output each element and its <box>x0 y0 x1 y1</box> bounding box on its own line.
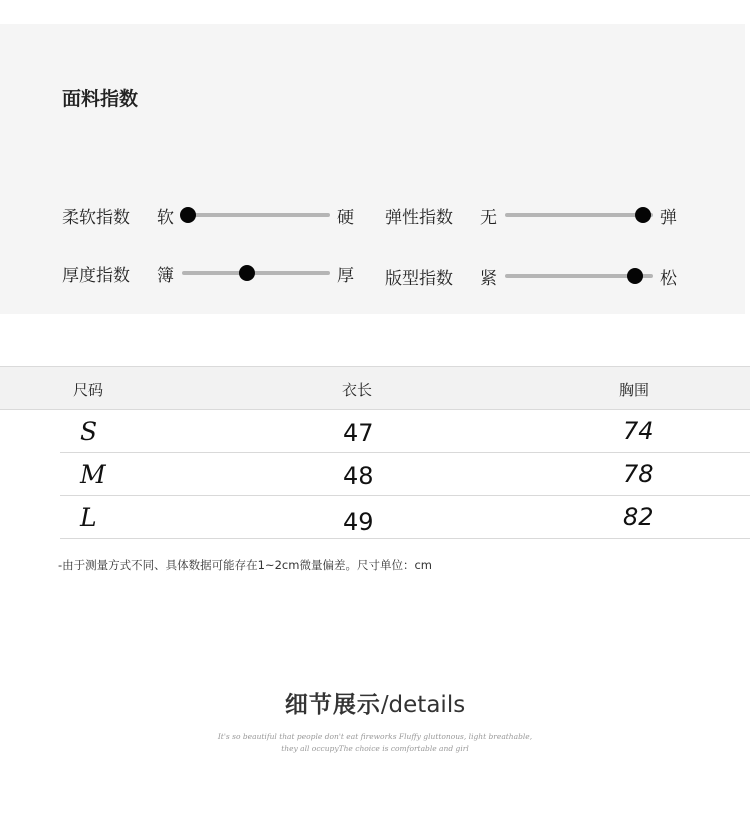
slider-knob-elasticity <box>635 207 651 223</box>
scale-right-softness: 硬 <box>337 208 354 228</box>
details-title-zh: 细节展示 <box>284 692 381 718</box>
index-row-fit <box>385 261 685 291</box>
slider-track-elasticity <box>505 213 653 217</box>
cell-chest: 82 <box>623 503 654 531</box>
table-row <box>60 453 750 496</box>
slider-track-softness <box>182 213 330 217</box>
header-chest: 胸围 <box>619 381 650 399</box>
scale-left-elasticity: 无 <box>480 208 497 228</box>
fabric-index-title: 面料指数 <box>62 88 139 110</box>
header-size: 尺码 <box>73 381 104 399</box>
cell-length: 47 <box>343 419 374 447</box>
cell-chest: 78 <box>623 460 654 488</box>
details-subtitle-line1: It's so beautiful that people don't eat fireworks Fluffy gluttonous, light breathable, <box>217 732 533 741</box>
scale-left-softness: 软 <box>157 208 174 228</box>
cell-size: S <box>80 417 98 446</box>
cell-chest: 74 <box>623 417 654 445</box>
header-length: 衣长 <box>342 381 373 399</box>
cell-size: L <box>80 503 97 532</box>
index-label-elasticity: 弹性指数 <box>385 208 453 228</box>
index-row-thickness <box>62 258 362 288</box>
details-title-en: /details <box>380 692 466 718</box>
cell-length: 48 <box>343 462 374 490</box>
table-row <box>60 496 750 539</box>
details-heading <box>0 686 750 719</box>
index-label-thickness: 厚度指数 <box>62 266 130 286</box>
slider-knob-fit <box>627 268 643 284</box>
slider-knob-softness <box>180 207 196 223</box>
slider-track-thickness <box>182 271 330 275</box>
measurement-note: -由于测量方式不同、具体数据可能存在1~2cm微量偏差。尺寸单位：cm <box>58 558 432 572</box>
scale-left-fit: 紧 <box>480 269 497 289</box>
slider-knob-thickness <box>239 265 255 281</box>
scale-right-fit: 松 <box>660 269 677 289</box>
scale-right-thickness: 厚 <box>337 266 354 286</box>
cell-size: M <box>80 460 106 489</box>
scale-left-thickness: 簿 <box>157 266 174 286</box>
table-row <box>60 410 750 453</box>
index-row-elasticity <box>385 200 685 230</box>
index-row-softness <box>62 200 362 230</box>
scale-right-elasticity: 弹 <box>660 208 677 228</box>
cell-length: 49 <box>343 508 374 536</box>
index-label-softness: 柔软指数 <box>62 208 130 228</box>
table-header <box>0 366 750 410</box>
index-label-fit: 版型指数 <box>385 269 453 289</box>
details-subtitle-line2: they all occupyThe choice is comfortable and girl <box>281 744 469 753</box>
